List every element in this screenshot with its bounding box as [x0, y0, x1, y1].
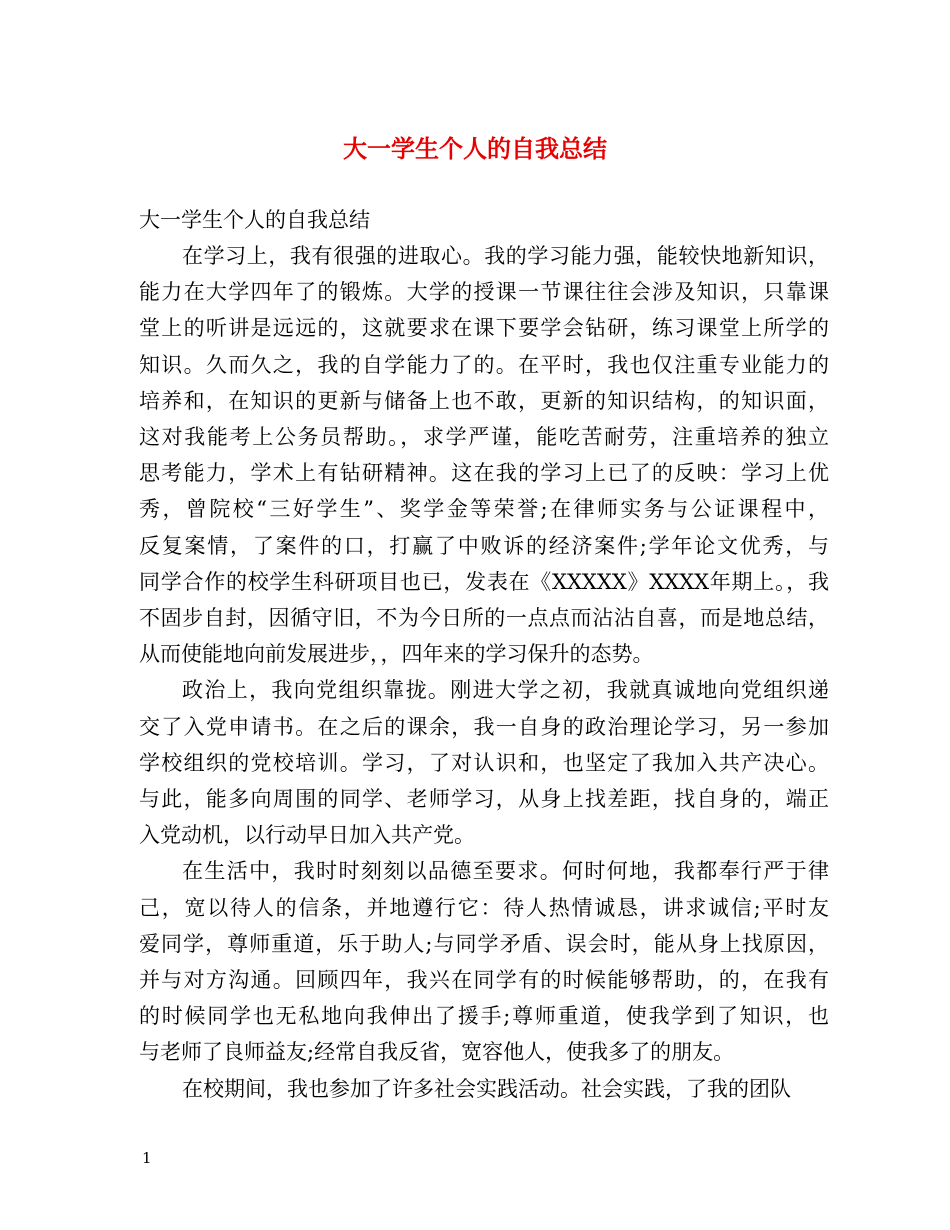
- paragraph-line: 知识。久而久之，我的自学能力了的。在平时，我也仅注重专业能力的: [139, 352, 829, 377]
- paragraph-line: 在学习上，我有很强的进取心。我的学习能力强，能较快地新知识，: [182, 244, 829, 268]
- paragraph-line: 思考能力，学术上有钻研精神。这在我的学习上已了的反映：学习上优: [139, 461, 829, 486]
- paragraph-line: 入党动机，以行动早日加入共产党。: [139, 823, 475, 848]
- paragraph-line: 不固步自封，因循守旧，不为今日所的一点点而沾沾自喜，而是地总结，: [139, 606, 829, 630]
- paragraph-line: 在校期间，我也参加了许多社会实践活动。社会实践，了我的团队: [182, 1076, 791, 1101]
- paragraph-line: 能力在大学四年了的锻炼。大学的授课一节课往往会涉及知识，只靠课: [139, 280, 829, 305]
- document-title: 大一学生个人的自我总结: [343, 134, 607, 163]
- paragraph-line: 并与对方沟通。回顾四年，我兴在同学有的时候能够帮助，的，在我有: [139, 968, 829, 992]
- paragraph-line: 爱同学，尊师重道，乐于助人;与同学矛盾、误会时，能从身上找原因，: [139, 931, 829, 956]
- paragraph-line: 政治上，我向党组织靠拢。刚进大学之初，我就真诚地向党组织递: [182, 678, 829, 703]
- paragraph-line: 堂上的听讲是远远的，这就要求在课下要学会钻研，练习课堂上所学的: [139, 316, 829, 341]
- paragraph-line: 秀，曾院校“三好学生”、奖学金等荣誉;在律师实务与公证课程中，: [139, 497, 829, 522]
- paragraph-line: 反复案情，了案件的口，打赢了中败诉的经济案件;学年论文优秀，与: [139, 533, 829, 558]
- document-subtitle: 大一学生个人的自我总结: [139, 208, 370, 232]
- paragraph-line: 培养和，在知识的更新与储备上也不敢，更新的知识结构，的知识面，: [139, 388, 829, 413]
- paragraph-line: 交了入党申请书。在之后的课余，我一自身的政治理论学习，另一参加: [139, 714, 829, 739]
- paragraph-line: 的时候同学也无私地向我伸出了援手;尊师重道，使我学到了知识，也: [139, 1004, 829, 1029]
- paragraph-line: 学校组织的党校培训。学习，了对认识和，也坚定了我加入共产决心。: [139, 750, 829, 775]
- page-number: 1: [142, 1149, 152, 1167]
- paragraph-line: 与此，能多向周围的同学、老师学习，从身上找差距，找自身的，端正: [139, 787, 829, 811]
- paragraph-line: 在生活中，我时时刻刻以品德至要求。何时何地，我都奉行严于律: [182, 859, 829, 884]
- paragraph-line: 这对我能考上公务员帮助。，求学严谨，能吃苦耐劳，注重培养的独立: [139, 425, 829, 449]
- paragraph-line: 同学合作的校学生科研项目也已，发表在《XXXXX》XXXX年期上。，我: [139, 569, 829, 594]
- paragraph-line: 与老师了良师益友;经常自我反省，宽容他人，使我多了的朋友。: [139, 1040, 735, 1065]
- paragraph-line: 己，宽以待人的信条，并地遵行它：待人热情诚恳，讲求诚信;平时友: [139, 895, 829, 920]
- paragraph-line: 从而使能地向前发展进步，，四年来的学习保升的态势。: [139, 642, 654, 667]
